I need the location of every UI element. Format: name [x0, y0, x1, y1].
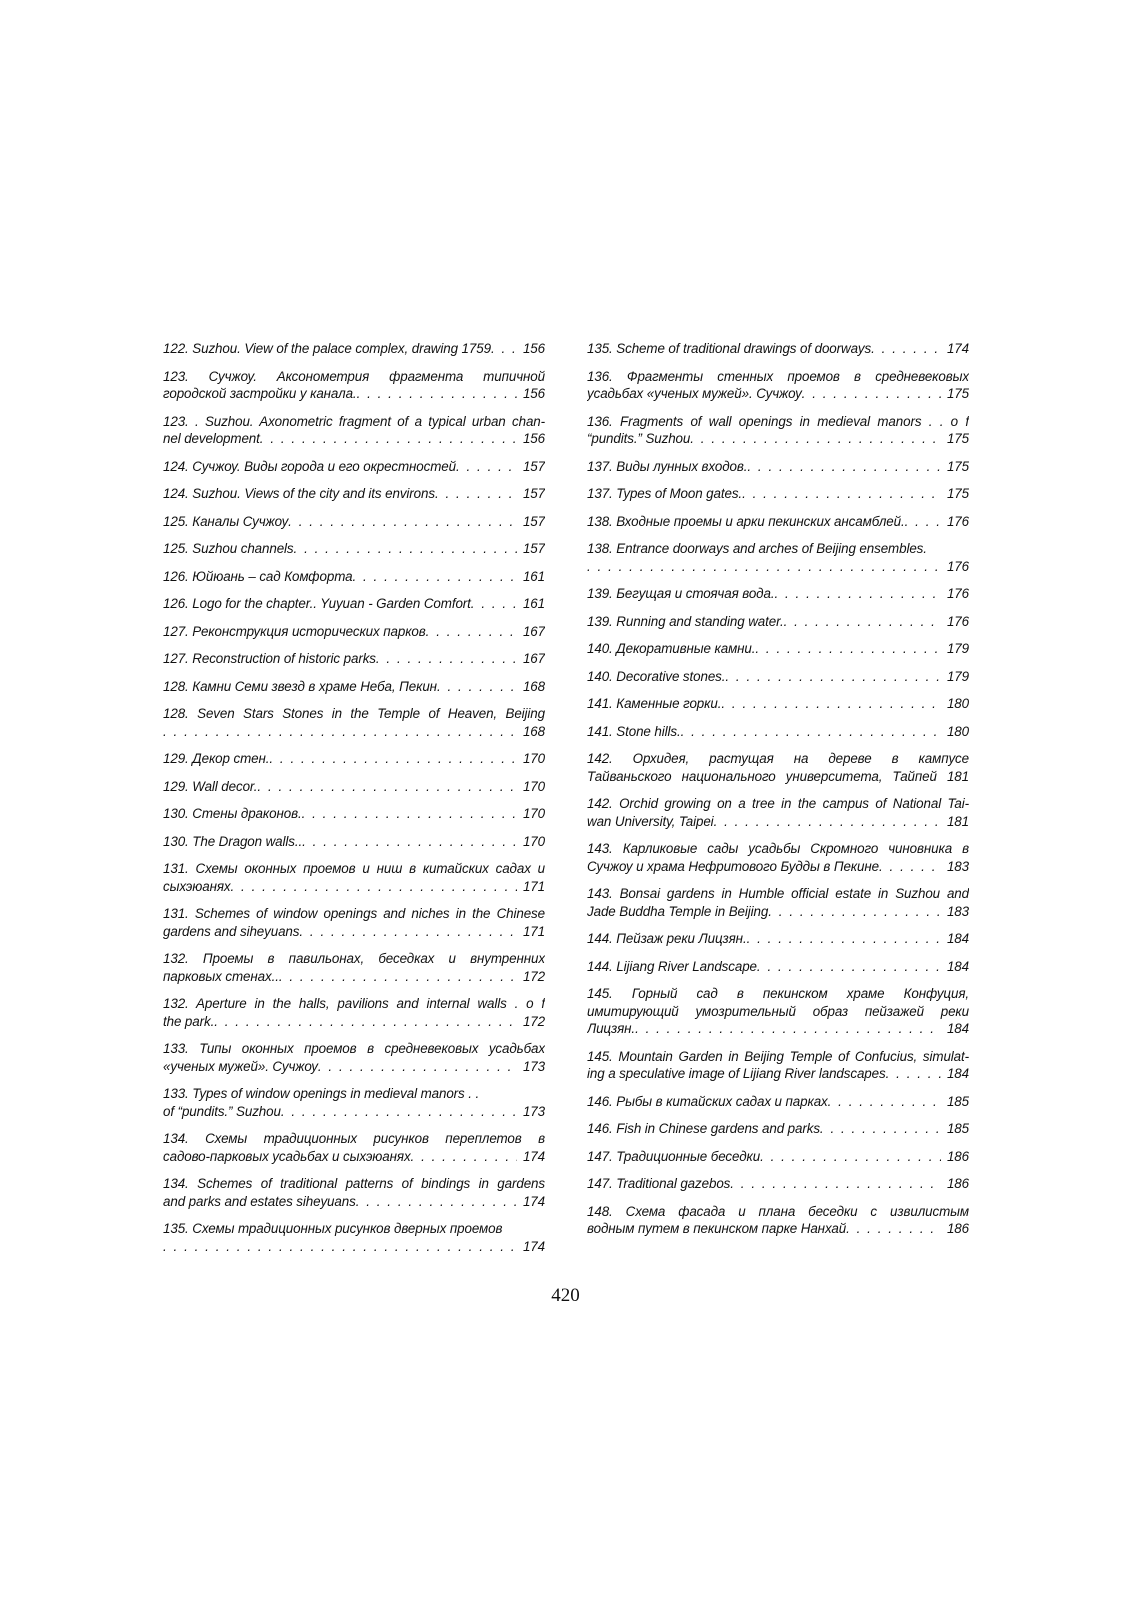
- toc-entry-text: ing a speculative image of Lijiang River landscapes: [587, 1066, 886, 1081]
- toc-entry-line: [587, 903, 969, 921]
- toc-entry-line: [163, 778, 545, 796]
- toc-entry: [163, 833, 545, 851]
- toc-entry-text: 127. Reconstruction of historic parks: [163, 651, 376, 666]
- toc-page-number: 184: [946, 1021, 969, 1036]
- toc-entry-text: 138. Входные проемы и арки пекинских ансамблей.: [587, 513, 905, 529]
- toc-entry: [163, 540, 545, 558]
- toc-entry: [163, 340, 545, 358]
- dot-leader: [437, 678, 517, 696]
- dot-leader: [281, 1103, 517, 1121]
- toc-entry-text: садово-парковых усадьбах и сыхэюанях: [163, 1148, 411, 1164]
- toc-page-number: 186: [946, 1148, 969, 1164]
- toc-entry-line: [163, 1103, 545, 1121]
- toc-page-number: 174: [522, 1148, 545, 1164]
- toc-entry-text: 125. Suzhou channels: [163, 541, 294, 556]
- toc-entry-text: 123. . Suzhou. Axonometric fragment of a typical urban chan-: [163, 413, 545, 429]
- toc-entry-line: [163, 1220, 545, 1238]
- toc-entry-text: 132. Проемы в павильонах, беседках и внутренних: [163, 951, 545, 966]
- toc-page-number: 156: [522, 431, 545, 446]
- toc-entry: [587, 1175, 969, 1193]
- toc-entry-text: 129. Декор стен.: [163, 751, 270, 766]
- toc-page-number: 179: [946, 668, 969, 684]
- toc-page-number: 161: [522, 568, 545, 584]
- dot-leader: [774, 585, 941, 603]
- toc-entry-text: 144. Lijiang River Landscape: [587, 958, 757, 974]
- toc-entry: [587, 1093, 969, 1111]
- dot-leader: [163, 723, 517, 741]
- toc-entry-line: [163, 805, 545, 823]
- toc-entry-text: of “pundits.” Suzhou: [163, 1103, 281, 1119]
- toc-page-number: 176: [946, 586, 969, 601]
- toc-entry-line: [587, 385, 969, 403]
- toc-entry: [163, 905, 545, 940]
- toc-page-number: 174: [946, 341, 969, 356]
- dot-leader: [214, 1013, 517, 1031]
- toc-entry: [163, 1220, 545, 1255]
- toc-entry-line: [587, 1020, 969, 1038]
- dot-leader: [357, 385, 517, 403]
- toc-column-left: [163, 340, 545, 1255]
- toc-entry-line: [163, 485, 545, 503]
- toc-entry-text: 140. Декоративные камни.: [587, 641, 756, 656]
- toc-entry-line: [163, 340, 545, 358]
- toc-page-number: 181: [946, 813, 969, 829]
- toc-entry-line: [163, 568, 545, 586]
- toc-entry-text: 130. The Dragon walls..: [163, 833, 303, 849]
- dot-leader: [742, 485, 941, 503]
- toc-entry: [587, 795, 969, 830]
- toc-entry-text: 144. Пейзаж реки Лицзян.: [587, 931, 747, 946]
- toc-page-number: 172: [522, 1013, 545, 1029]
- dot-leader: [784, 613, 941, 631]
- toc-entry-line: [163, 1058, 545, 1076]
- toc-entry-text: 127. Реконструкция исторических парков: [163, 623, 426, 639]
- toc-entry: [163, 950, 545, 985]
- page-number: 420: [551, 1285, 580, 1306]
- dot-leader: [231, 878, 517, 896]
- toc-entry: [587, 1203, 969, 1238]
- toc-entry-line: [587, 695, 969, 713]
- toc-page-number: 184: [946, 958, 969, 974]
- toc-entry-text: 148. Схема фасада и плана беседки с извилистым: [587, 1203, 969, 1219]
- toc-entry-line: [587, 1220, 969, 1238]
- toc-entry: [587, 958, 969, 976]
- toc-entry-line: [163, 723, 545, 741]
- toc-entry-text: Сучжоу и храма Нефритового Будды в Пекине: [587, 858, 879, 874]
- toc-entry-text: 145. Mountain Garden in Beijing Temple of Confucius, simulat-: [587, 1048, 969, 1064]
- toc-entry: [587, 723, 969, 741]
- dot-leader: [352, 568, 517, 586]
- toc-page-number: 157: [522, 513, 545, 529]
- toc-entry-line: [163, 385, 545, 403]
- toc-entry-line: [163, 458, 545, 476]
- toc-entry-text: 137. Types of Moon gates.: [587, 486, 743, 501]
- toc-entry: [163, 805, 545, 823]
- toc-page-number: 170: [522, 751, 545, 766]
- toc-entry: [163, 750, 545, 768]
- toc-entry: [587, 485, 969, 503]
- toc-entry: [587, 1148, 969, 1166]
- dot-leader: [318, 1058, 517, 1076]
- toc-entry-text: 135. Scheme of traditional drawings of doorways: [587, 341, 872, 356]
- toc-page-number: 167: [522, 623, 545, 639]
- toc-page-number: 157: [522, 541, 545, 556]
- toc-page-number: 186: [946, 1221, 969, 1236]
- toc-entry-line: [163, 750, 545, 768]
- toc-page-number: 186: [946, 1176, 969, 1191]
- dot-leader: [690, 430, 941, 448]
- toc-entry: [587, 930, 969, 948]
- dot-leader: [435, 485, 517, 503]
- toc-entry: [587, 1048, 969, 1083]
- toc-entry-line: [163, 513, 545, 531]
- toc-entry-text: 142. Орхидея, растущая на дереве в кампусе: [587, 751, 969, 766]
- toc-page-number: 183: [946, 903, 969, 919]
- toc-page-number: 184: [946, 931, 969, 946]
- toc-entry-text: Тайваньского национального университета, Тайпей 181: [587, 768, 969, 784]
- toc-entry-line: [163, 1148, 545, 1166]
- toc-entry-line: [587, 458, 969, 476]
- toc-entry: [163, 860, 545, 895]
- toc-entry-text: 129. Wall decor.: [163, 778, 258, 794]
- toc-page-number: 173: [522, 1058, 545, 1074]
- toc-page-number: 171: [522, 878, 545, 894]
- dot-leader: [905, 513, 941, 531]
- toc-entry-text: 124. Сучжоу. Виды города и его окрестностей: [163, 458, 456, 474]
- toc-entry: [163, 1085, 545, 1120]
- dot-leader: [491, 340, 517, 358]
- toc-entry: [587, 340, 969, 358]
- toc-entry-line: [587, 958, 969, 976]
- toc-entry-text: 131. Schemes of window openings and niches in the Chinese: [163, 906, 545, 921]
- dot-leader: [279, 968, 517, 986]
- toc-entry-text: 135. Схемы традиционных рисунков дверных проемов: [163, 1221, 503, 1236]
- dot-leader: [760, 1148, 941, 1166]
- toc-entry: [587, 368, 969, 403]
- toc-entry-text: 136. Фрагменты стенных проемов в средневековых: [587, 368, 969, 384]
- toc-entry-line: [587, 1148, 969, 1166]
- toc-entry: [163, 513, 545, 531]
- toc-entry: [163, 413, 545, 448]
- toc-entry-text: 138. Entrance doorways and arches of Beijing ensembles.: [587, 541, 927, 556]
- toc-entry: [163, 458, 545, 476]
- toc-entry-text: 125. Каналы Сучжоу: [163, 513, 289, 529]
- dot-leader: [757, 958, 941, 976]
- toc-entry-line: [587, 430, 969, 448]
- toc-entry-text: городской застройки у канала.: [163, 386, 357, 401]
- toc-column-right: [587, 340, 969, 1238]
- toc-entry-text: 141. Stone hills.: [587, 723, 681, 739]
- toc-entry-text: 123. Сучжоу. Аксонометрия фрагмента типичной: [163, 368, 545, 384]
- toc-entry: [587, 640, 969, 658]
- toc-entry: [163, 705, 545, 740]
- toc-page-number: 176: [946, 613, 969, 629]
- dot-leader: [828, 1093, 941, 1111]
- toc-entry-text: 130. Стены драконов.: [163, 806, 302, 821]
- dot-leader: [879, 858, 941, 876]
- toc-entry-text: 143. Bonsai gardens in Humble official estate in Suzhou and: [587, 886, 969, 901]
- toc-entry-text: 139. Running and standing water.: [587, 613, 784, 629]
- toc-entry-line: [163, 968, 545, 986]
- toc-entry-text: 126. Юйюань – сад Комфорта: [163, 568, 353, 584]
- toc-entry: [587, 540, 969, 575]
- dot-leader: [755, 640, 941, 658]
- toc-entry: [587, 840, 969, 875]
- dot-leader: [471, 595, 517, 613]
- toc-page-number: 174: [522, 1238, 545, 1254]
- toc-entry-line: [163, 878, 545, 896]
- dot-leader: [871, 340, 941, 358]
- toc-entry: [587, 413, 969, 448]
- toc-entry: [163, 595, 545, 613]
- toc-entry-text: 145. Горный сад в пекинском храме Конфуция,: [587, 986, 969, 1001]
- dot-leader: [886, 1065, 941, 1083]
- toc-entry-line: [163, 833, 545, 851]
- toc-entry: [163, 1040, 545, 1075]
- toc-entry: [587, 613, 969, 631]
- dot-leader: [725, 668, 941, 686]
- toc-entry-line: [587, 668, 969, 686]
- toc-page-number: 172: [522, 968, 545, 984]
- toc-entry-line: [587, 513, 969, 531]
- toc-page-number: 168: [522, 723, 545, 739]
- toc-entry: [163, 1175, 545, 1210]
- dot-leader: [681, 723, 941, 741]
- toc-page-number: 183: [946, 858, 969, 874]
- toc-entry-text: 133. Типы оконных проемов в средневековых усадьбах: [163, 1041, 545, 1056]
- toc-entry-line: [163, 430, 545, 448]
- toc-entry-text: 137. Виды лунных входов.: [587, 458, 748, 474]
- toc-entry: [163, 778, 545, 796]
- dot-leader: [714, 813, 941, 831]
- dot-leader: [730, 1175, 941, 1193]
- toc-page-number: 170: [522, 778, 545, 794]
- dot-leader: [376, 650, 517, 668]
- toc-entry-line: [163, 1085, 545, 1103]
- toc-entry-text: имитирующий умозрительный образ пейзажей реки: [587, 1003, 969, 1019]
- toc-entry-text: the park.: [163, 1013, 215, 1029]
- toc-entry-line: [587, 640, 969, 658]
- toc-entry-text: and parks and estates siheyuans: [163, 1193, 356, 1209]
- dot-leader: [260, 430, 517, 448]
- toc-entry: [587, 668, 969, 686]
- toc-entry: [163, 485, 545, 503]
- toc-page-number: 156: [522, 341, 545, 356]
- dot-leader: [426, 623, 517, 641]
- toc-page-number: 185: [946, 1093, 969, 1109]
- toc-entry-line: [163, 1193, 545, 1211]
- toc-entry-line: [587, 485, 969, 503]
- toc-entry-line: [587, 723, 969, 741]
- toc-entry: [587, 458, 969, 476]
- toc-entry-text: “pundits.” Suzhou: [587, 431, 691, 446]
- toc-entry-text: 136. Fragments of wall openings in medieval manors . . o f: [587, 413, 969, 429]
- toc-entry-text: 143. Карликовые сады усадьбы Скромного чиновника в: [587, 841, 969, 856]
- dot-leader: [257, 778, 517, 796]
- dot-leader: [302, 805, 517, 823]
- toc-entry-line: [587, 613, 969, 631]
- dot-leader: [768, 903, 941, 921]
- toc-page-number: 176: [946, 513, 969, 529]
- toc-entry-line: [163, 678, 545, 696]
- toc-entry-text: 134. Схемы традиционных рисунков переплетов в: [163, 1131, 545, 1146]
- toc-entry-text: 124. Suzhou. Views of the city and its environs: [163, 486, 435, 501]
- toc-entry-line: [163, 650, 545, 668]
- toc-entry-text: водным путем в пекинском парке Нанхай: [587, 1221, 847, 1236]
- toc-entry-text: 132. Aperture in the halls, pavilions and internal walls . o f: [163, 996, 545, 1011]
- toc-entry-line: [587, 558, 969, 576]
- toc-entry-line: [587, 1175, 969, 1193]
- toc-entry-line: [587, 1093, 969, 1111]
- toc-entry-text: 133. Types of window openings in medieval manors . .: [163, 1086, 480, 1101]
- dot-leader: [294, 540, 517, 558]
- toc-entry-text: сыхэюанях: [163, 878, 231, 894]
- toc-entry-line: [587, 858, 969, 876]
- toc-entry-text: 122. Suzhou. View of the palace complex, drawing 1759: [163, 341, 491, 356]
- dot-leader: [456, 458, 517, 476]
- toc-page-number: 175: [946, 486, 969, 501]
- toc-entry: [587, 750, 969, 785]
- toc-entry-text: 128. Камни Семи звезд в храме Неба, Пекин: [163, 678, 437, 694]
- toc-page-number: 176: [946, 558, 969, 574]
- toc-entry-text: 147. Традиционные беседки: [587, 1148, 761, 1164]
- dot-leader: [411, 1148, 517, 1166]
- toc-entry-text: 126. Logo for the chapter.. Yuyuan - Garden Comfort: [163, 596, 471, 611]
- toc-entry: [587, 695, 969, 713]
- toc-page-number: 175: [946, 458, 969, 474]
- toc-entry-line: [587, 1120, 969, 1138]
- dot-leader: [721, 695, 941, 713]
- toc-page-number: 175: [946, 386, 969, 401]
- toc-entry-text: 140. Decorative stones.: [587, 668, 726, 684]
- toc-page-number: 170: [522, 806, 545, 821]
- toc-entry-text: 142. Orchid growing on a tree in the campus of National Tai-: [587, 796, 969, 811]
- toc-entry-text: gardens and siheyuans: [163, 923, 300, 939]
- toc-entry-line: [163, 540, 545, 558]
- toc-entry-line: [587, 813, 969, 831]
- dot-leader: [635, 1020, 941, 1038]
- toc-entry-text: wan University, Taipei: [587, 813, 714, 829]
- toc-page-number: 174: [522, 1193, 545, 1209]
- dot-leader: [846, 1220, 941, 1238]
- toc-entry: [587, 985, 969, 1038]
- toc-entry: [163, 678, 545, 696]
- toc-page-number: 167: [522, 651, 545, 666]
- toc-page-number: 170: [522, 833, 545, 849]
- toc-entry-text: 139. Бегущая и стоячая вода.: [587, 586, 775, 601]
- toc-entry-text: Лицзян.: [587, 1021, 636, 1036]
- dot-leader: [802, 385, 941, 403]
- toc-entry-text: 141. Каменные горки.: [587, 696, 722, 711]
- toc-entry: [163, 568, 545, 586]
- toc-entry: [163, 623, 545, 641]
- toc-entry-text: усадьбах «ученых мужей». Сучжоу: [587, 386, 802, 401]
- toc-entry-text: 131. Схемы оконных проемов и ниш в китайских садах и: [163, 861, 545, 876]
- toc-entry: [587, 585, 969, 603]
- toc-entry-text: Jade Buddha Temple in Beijing: [587, 903, 769, 919]
- toc-entry-text: nel development: [163, 431, 260, 446]
- toc-page-number: 156: [522, 386, 545, 401]
- toc-entry-line: [163, 1238, 545, 1256]
- toc-page-number: 157: [522, 458, 545, 474]
- toc-entry-text: 147. Traditional gazebos: [587, 1176, 731, 1191]
- dot-leader: [587, 558, 941, 576]
- toc-entry-line: [587, 585, 969, 603]
- toc-entry-text: 128. Seven Stars Stones in the Temple of Heaven, Beijing: [163, 706, 545, 721]
- toc-page-number: 179: [946, 641, 969, 656]
- dot-leader: [299, 923, 517, 941]
- toc-page-number: 171: [522, 923, 545, 939]
- toc-entry-line: [587, 340, 969, 358]
- toc-page-number: 173: [522, 1103, 545, 1119]
- toc-entry: [587, 513, 969, 531]
- toc-page-number: 184: [946, 1066, 969, 1081]
- toc-page-number: 180: [946, 723, 969, 739]
- dot-leader: [820, 1120, 941, 1138]
- toc-page-number: 161: [522, 596, 545, 611]
- toc-entry: [163, 1130, 545, 1165]
- toc-entry-text: 134. Schemes of traditional patterns of bindings in gardens: [163, 1176, 545, 1191]
- dot-leader: [747, 930, 941, 948]
- toc-entry-line: [163, 623, 545, 641]
- toc-page-number: 180: [946, 696, 969, 711]
- toc-entry-line: [163, 923, 545, 941]
- toc-entry-line: [163, 1013, 545, 1031]
- toc-entry: [587, 1120, 969, 1138]
- toc-entry-line: [587, 540, 969, 558]
- toc-entry: [163, 650, 545, 668]
- toc-page-number: 157: [522, 486, 545, 501]
- dot-leader: [356, 1193, 517, 1211]
- toc-page-number: 175: [946, 431, 969, 446]
- toc-entry-line: [587, 1065, 969, 1083]
- toc-entry: [163, 368, 545, 403]
- toc-entry-text: 146. Fish in Chinese gardens and parks: [587, 1121, 820, 1136]
- toc-page-number: 168: [522, 678, 545, 694]
- toc-page-number: 185: [946, 1121, 969, 1136]
- toc-entry-text: 146. Рыбы в китайских садах и парках: [587, 1093, 828, 1109]
- dot-leader: [302, 833, 517, 851]
- toc-entry-line: [163, 595, 545, 613]
- toc-entry: [163, 995, 545, 1030]
- dot-leader: [747, 458, 941, 476]
- dot-leader: [288, 513, 517, 531]
- dot-leader: [269, 750, 517, 768]
- toc-entry-text: парковых стенах..: [163, 968, 279, 984]
- toc-entry-text: «ученых мужей». Сучжоу: [163, 1058, 318, 1074]
- toc-entry: [587, 885, 969, 920]
- toc-entry-line: [587, 930, 969, 948]
- dot-leader: [163, 1238, 517, 1256]
